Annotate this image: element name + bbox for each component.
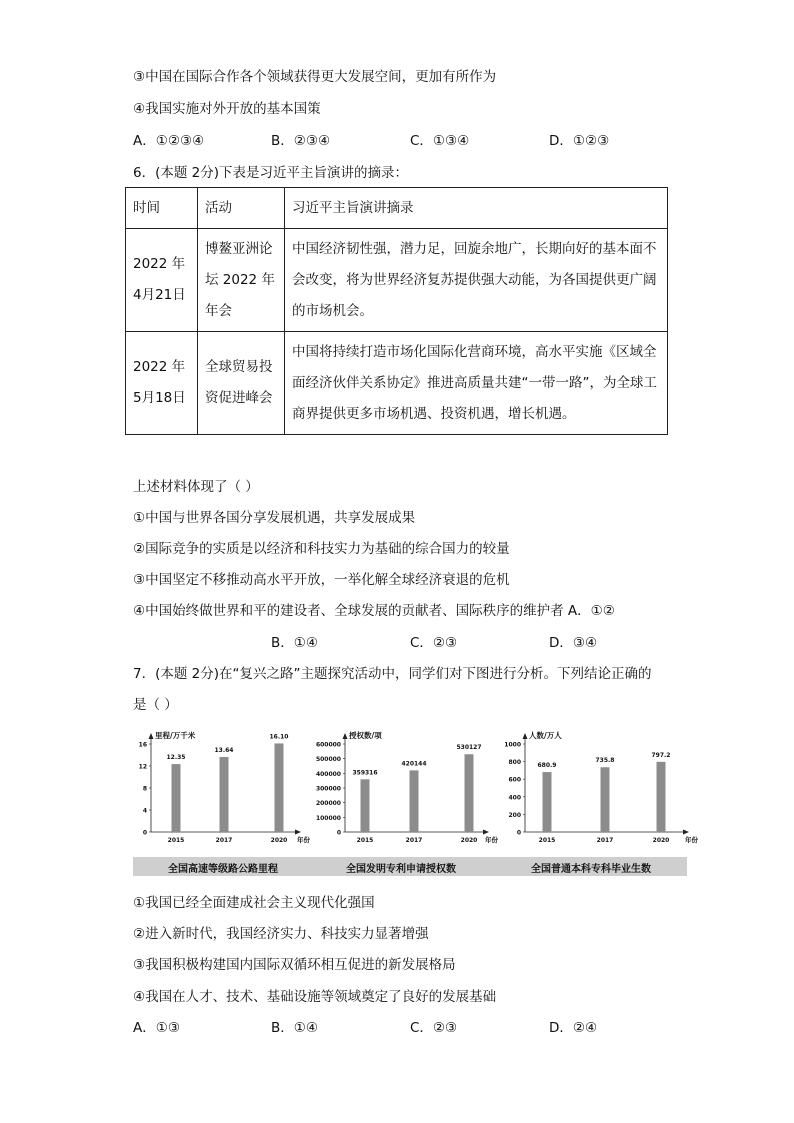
y-tick-label: 800 [508, 759, 521, 767]
y-tick-label: 8 [142, 785, 147, 793]
x-tick-label: 2020 [460, 837, 478, 844]
q6-item-2: ②国际竞争的实质是以经济和科技实力为基础的综合国力的较量 [133, 541, 510, 557]
q5-option-c[interactable]: C．①③④ [410, 133, 470, 149]
x-tick-label: 2017 [596, 837, 614, 844]
table-header-row [126, 188, 668, 229]
y-tick-label: 16 [138, 741, 147, 749]
q6-item-1: ①中国与世界各国分享发展机遇，共享发展成果 [133, 510, 416, 526]
q6-option-d[interactable]: D．③④ [549, 635, 598, 651]
y-axis-arrow [149, 733, 154, 739]
table-cell-excerpt: 中国经济韧性强，潜力足，回旋余地广，长期向好的基本面不会改变，将为世界经济复苏提供强大动能，为各国提供更广阔的市场机会。 [285, 229, 668, 332]
y-tick-label: 300000 [315, 785, 341, 793]
q5-option-a[interactable]: A．①②③④ [133, 133, 205, 149]
y-axis-arrow [523, 733, 528, 739]
y-tick-label: 400000 [315, 770, 341, 778]
q6-option-c[interactable]: C．②③ [410, 635, 458, 651]
y-axis-label: 里程/万千米 [155, 731, 196, 740]
y-tick-label: 500000 [315, 756, 341, 764]
chart-caption-2: 全国发明专利申请授权数 [346, 864, 456, 875]
table-header-cell: 活动 [198, 188, 285, 229]
chart-caption-3: 全国普通本科专科毕业生数 [531, 864, 651, 875]
bar-value-label: 16.10 [269, 733, 289, 741]
x-axis-label: 年份 [297, 836, 310, 844]
y-tick-label: 600 [508, 776, 521, 784]
y-tick-label: 100000 [315, 814, 341, 822]
bar [410, 770, 419, 832]
table-header-cell: 习近平主旨演讲摘录 [285, 188, 668, 229]
q7-stem-line1: 7．(本题 2分)在“复兴之路”主题探究活动中，同学们对下图进行分析。下列结论正确的 [133, 666, 652, 682]
q7-item-4: ④我国在人才、技术、基础设施等领域奠定了良好的发展基础 [133, 989, 497, 1005]
q7-item-3: ③我国积极构建国内国际双循环相互促进的新发展格局 [133, 957, 456, 973]
bar [361, 779, 370, 832]
bar [220, 757, 229, 832]
bar-value-label: 797.2 [651, 751, 671, 759]
q6-stem: 6．(本题 2分)下表是习近平主旨演讲的摘录： [133, 165, 409, 181]
y-tick-label: 0 [336, 829, 341, 837]
x-axis-arrow [683, 830, 689, 835]
x-axis-arrow [295, 830, 301, 835]
bar [543, 772, 552, 832]
q7-option-b[interactable]: B．①④ [271, 1020, 318, 1036]
bar-value-label: 420144 [401, 760, 427, 768]
bar-value-label: 13.64 [214, 746, 234, 754]
bar [601, 767, 610, 832]
x-axis-label: 年份 [685, 836, 698, 844]
bar-charts [133, 726, 698, 876]
q6-item-3: ③中国坚定不移推动高水平开放，一举化解全球经济衰退的危机 [133, 572, 510, 588]
q6-item-4: ④中国始终做世界和平的建设者、全球发展的贡献者、国际秩序的维护者 A．①② [133, 603, 615, 619]
y-tick-label: 1000 [504, 741, 521, 749]
bar [465, 754, 474, 832]
bar [172, 764, 181, 832]
table-cell-time: 2022 年 5月18日 [126, 332, 198, 435]
speech-table [125, 187, 668, 435]
q7-option-d[interactable]: D．②④ [549, 1020, 598, 1036]
table-row [126, 332, 668, 435]
x-axis-arrow [483, 830, 489, 835]
y-tick-label: 200000 [315, 800, 341, 808]
y-tick-label: 12 [138, 763, 147, 771]
x-tick-label: 2017 [215, 837, 233, 844]
bar-value-label: 359316 [352, 769, 378, 777]
y-tick-label: 400 [508, 794, 521, 802]
y-axis-label: 人数/万人 [529, 731, 562, 740]
bar [657, 762, 666, 832]
x-axis-label: 年份 [485, 836, 498, 844]
q7-option-c[interactable]: C．②③ [410, 1020, 458, 1036]
chart-figure [133, 726, 698, 876]
bar-value-label: 530127 [456, 744, 482, 752]
q7-option-a[interactable]: A．①③ [133, 1020, 180, 1036]
bar [275, 743, 284, 832]
q7-stem-line2: 是（ ） [133, 697, 178, 713]
table-header-cell: 时间 [126, 188, 198, 229]
q7-item-1: ①我国已经全面建成社会主义现代化强国 [133, 895, 375, 911]
x-tick-label: 2017 [405, 837, 423, 844]
y-tick-label: 4 [142, 807, 147, 815]
table-cell-excerpt: 中国将持续打造市场化国际化营商环境，高水平实施《区域全面经济伙伴关系协定》推进高质量共建“一带一路”，为全球工商界提供更多市场机遇、投资机遇，增长机遇。 [285, 332, 668, 435]
bar-value-label: 735.8 [595, 757, 615, 765]
bar-value-label: 680.9 [537, 762, 557, 770]
q5-item-3: ③中国在国际合作各个领域获得更大发展空间，更加有所作为 [133, 69, 497, 85]
x-tick-label: 2015 [356, 837, 374, 844]
table-cell-activity: 博鳌亚洲论坛 2022 年年会 [198, 229, 285, 332]
table-cell-time: 2022 年 4月21日 [126, 229, 198, 332]
bar-value-label: 12.35 [166, 754, 186, 762]
x-tick-label: 2015 [167, 837, 185, 844]
q6-option-b[interactable]: B．①④ [271, 635, 318, 651]
x-tick-label: 2020 [652, 837, 670, 844]
x-tick-label: 2015 [538, 837, 556, 844]
q5-option-b[interactable]: B．②③④ [271, 133, 331, 149]
y-tick-label: 0 [516, 829, 521, 837]
y-axis-label: 授权数/项 [349, 731, 382, 740]
q7-item-2: ②进入新时代，我国经济实力、科技实力显著增强 [133, 926, 429, 942]
table-cell-activity: 全球贸易投资促进峰会 [198, 332, 285, 435]
table-row [126, 229, 668, 332]
y-tick-label: 200 [508, 811, 521, 819]
q5-option-d[interactable]: D．①②③ [549, 133, 610, 149]
chart-caption-1: 全国高速等级路公路里程 [168, 864, 278, 875]
y-axis-arrow [343, 733, 348, 739]
x-tick-label: 2020 [270, 837, 288, 844]
y-tick-label: 600000 [315, 741, 341, 749]
y-tick-label: 0 [142, 829, 147, 837]
q5-item-4: ④我国实施对外开放的基本国策 [133, 101, 321, 117]
q6-question: 上述材料体现了（ ） [133, 479, 259, 495]
